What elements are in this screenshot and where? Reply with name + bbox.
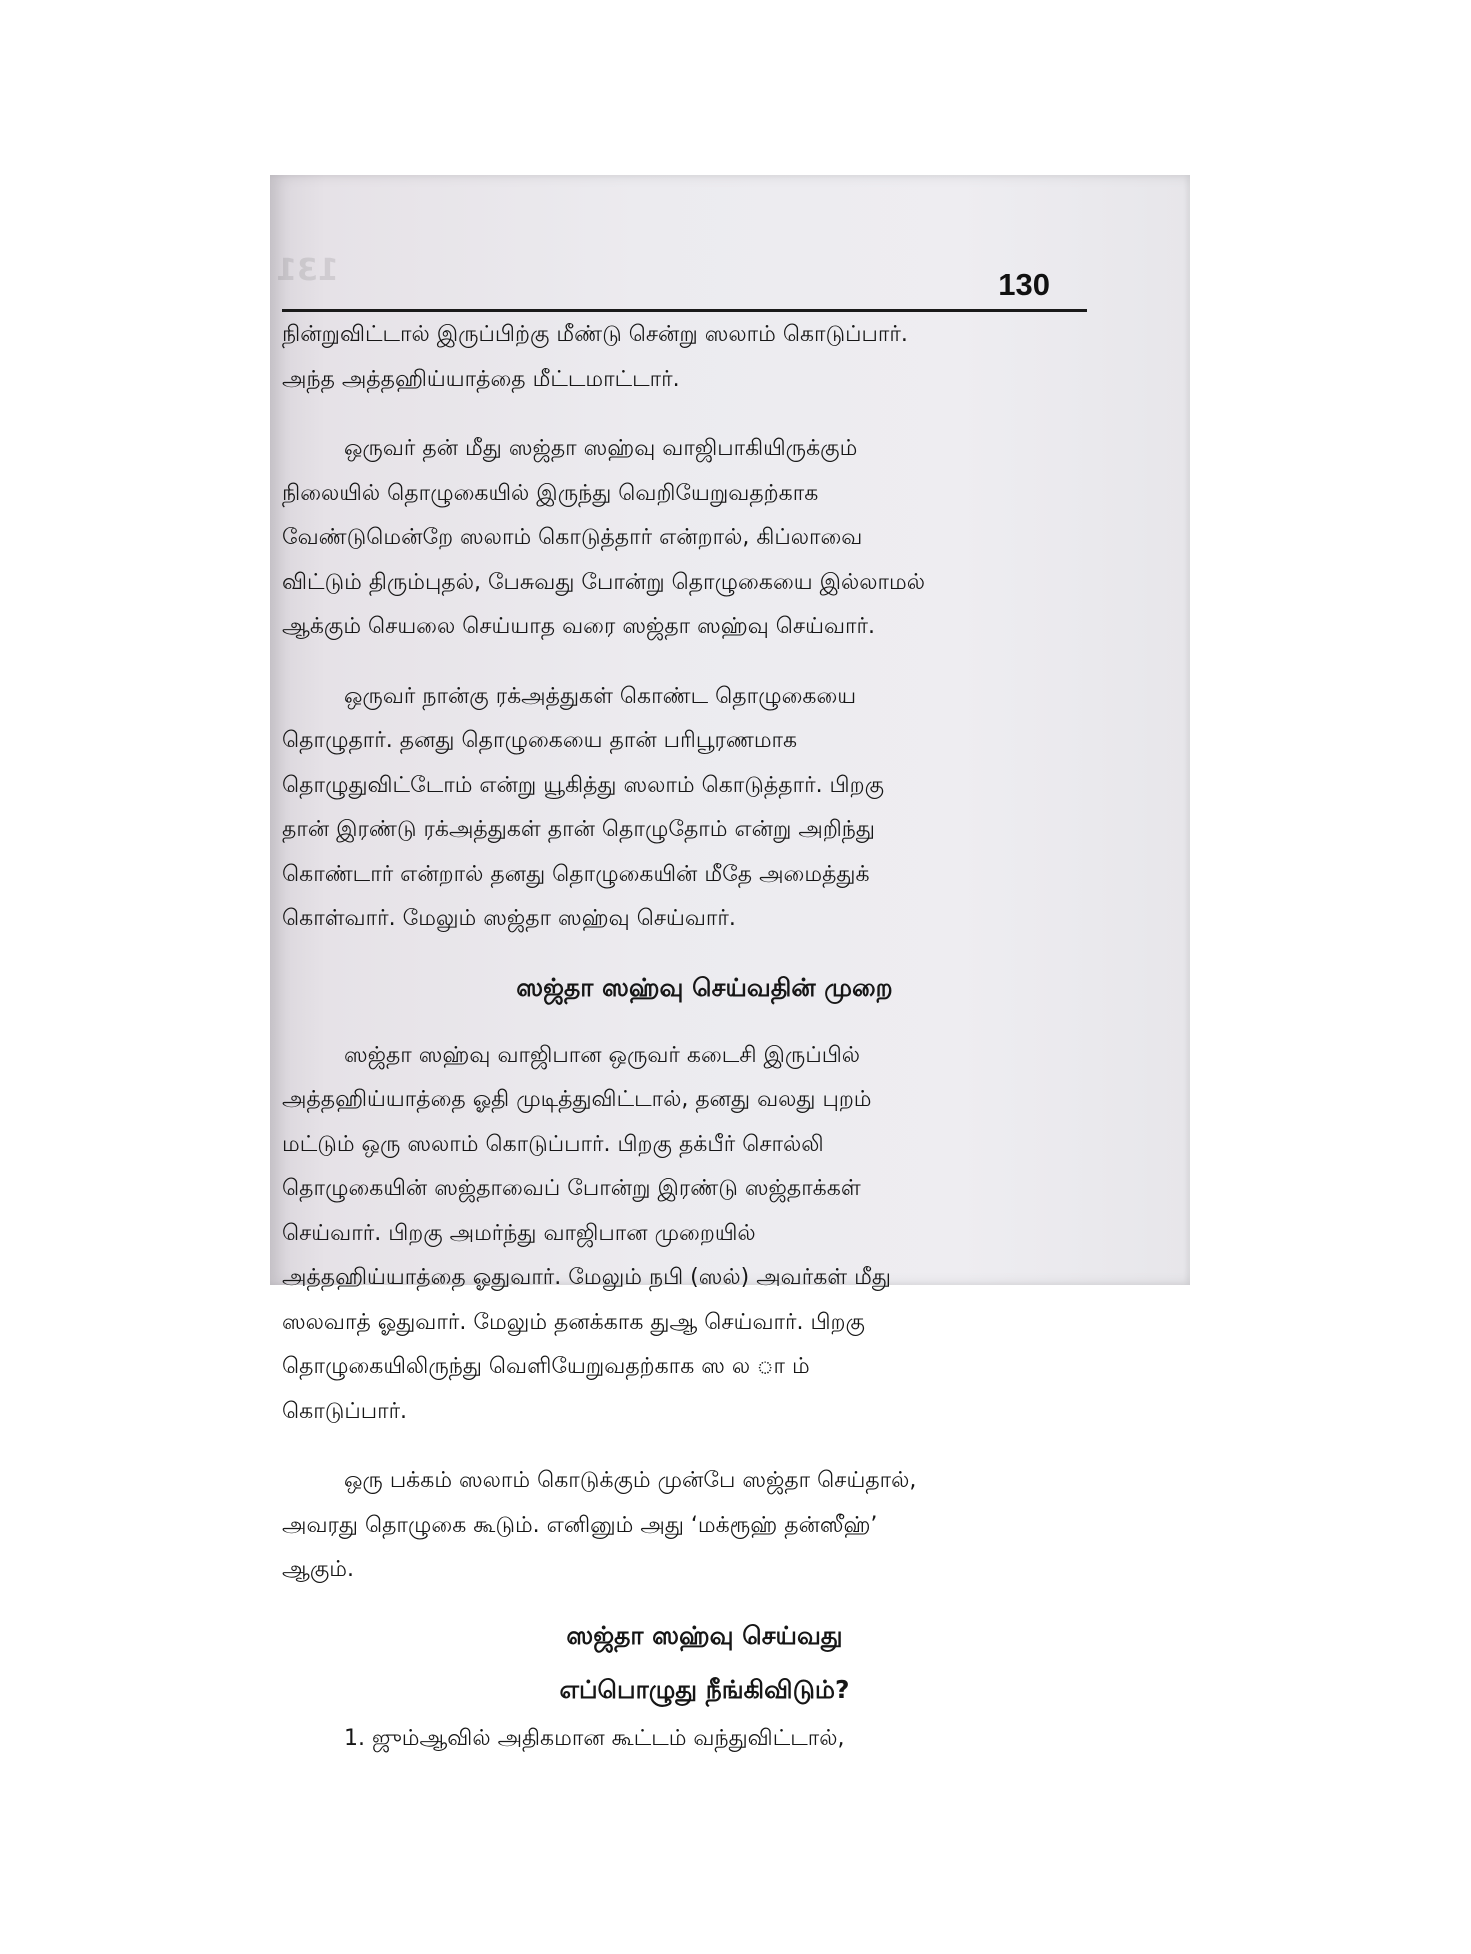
section-heading-line: எப்பொழுது நீங்கிவிடும்? (559, 1674, 850, 1704)
book-page (270, 175, 1190, 1751)
text-line: ஆக்கும் செயலை செய்யாத வரை ஸஜ்தா ஸஹ்வு செய்வார். (282, 614, 875, 639)
paragraph-1 (282, 313, 1087, 402)
section-heading-line: ஸஜ்தா ஸஹ்வு செய்வது (566, 1620, 843, 1650)
text-line: ஒருவர் நான்கு ரக்அத்துகள் கொண்ட தொழுகையை (344, 683, 857, 709)
text-line: ஸலவாத் ஓதுவார். மேலும் தனக்காக துஆ செய்வார். பிறகு (282, 1309, 865, 1335)
header-rule (282, 309, 1087, 312)
text-line: செய்வார். பிறகு அமர்ந்து வாஜிபான முறையில் (282, 1220, 756, 1246)
text-line: ஆகும். (282, 1557, 354, 1582)
text-line: தொழுகையிலிருந்து வெளியேறுவதற்காக ஸ ல ா ம் (282, 1354, 810, 1379)
text-line: அந்த அத்தஹிய்யாத்தை மீட்டமாட்டார். (282, 366, 680, 392)
text-line: ஸஜ்தா ஸஹ்வு வாஜிபான ஒருவர் கடைசி இருப்பில் (344, 1042, 861, 1068)
section-heading-2 (282, 1609, 1087, 1717)
page-number: 130 (998, 267, 1050, 302)
text-line: தொழுதார். தனது தொழுகையை தான் பரிபூரணமாக (282, 728, 798, 753)
paragraph-2 (282, 427, 1087, 650)
page-body (282, 313, 1087, 1761)
text-line: கொள்வார். மேலும் ஸஜ்தா ஸஹ்வு செய்வார். (282, 906, 736, 931)
text-line: தான் இரண்டு ரக்அத்துகள் தான் தொழுதோம் என்று அறிந்து (282, 817, 875, 842)
text-line: ஒரு பக்கம் ஸலாம் கொடுக்கும் முன்பே ஸஜ்தா செய்தால், (344, 1468, 917, 1493)
text-line: தொழுகையின் ஸஜ்தாவைப் போன்று இரண்டு ஸஜ்தாக்கள் (282, 1176, 861, 1201)
paragraph-3 (282, 675, 1087, 942)
paragraph-5 (282, 1459, 1087, 1593)
text-line: விட்டும் திரும்புதல், பேசுவது போன்று தொழுகையை இல்லாமல் (282, 569, 926, 595)
text-line: ஒருவர் தன் மீது ஸஜ்தா ஸஹ்வு வாஜிபாகியிருக்கும் (344, 436, 858, 461)
text-line: கொடுப்பார். (282, 1398, 408, 1424)
list-item: 1. ஜும்ஆவில் அதிகமான கூட்டம் வந்துவிட்டால், (344, 1725, 845, 1751)
text-line: மட்டும் ஒரு ஸலாம் கொடுப்பார். பிறகு தக்பீர் சொல்லி (282, 1131, 824, 1157)
paragraph-4 (282, 1034, 1087, 1435)
text-line: வேண்டுமென்றே ஸலாம் கொடுத்தார் என்றால், கிப்லாவை (282, 525, 863, 550)
bleed-through-page-number: 131 (276, 253, 339, 288)
text-line: அத்தஹிய்யாத்தை ஓதுவார். மேலும் நபி (ஸல்) அவர்கள் மீது (282, 1265, 891, 1290)
text-line: அத்தஹிய்யாத்தை ஓதி முடித்துவிட்டால், தனது வலது புறம் (282, 1087, 872, 1112)
section-heading: ஸஜ்தா ஸஹ்வு செய்வதின் முறை (516, 972, 893, 1002)
text-line: தொழுதுவிட்டோம் என்று யூகித்து ஸலாம் கொடுத்தார். பிறகு (282, 772, 885, 798)
text-line: கொண்டார் என்றால் தனது தொழுகையின் மீதே அமைத்துக் (282, 861, 870, 887)
text-line: நின்றுவிட்டால் இருப்பிற்கு மீண்டு சென்று ஸலாம் கொடுப்பார். (282, 322, 908, 347)
text-line: அவரது தொழுகை கூடும். எனினும் அது ‘மக்ரூஹ் தன்ஸீஹ்’ (282, 1512, 878, 1538)
text-line: நிலையில் தொழுகையில் இருந்து வெறியேறுவதற்காக (282, 480, 819, 506)
